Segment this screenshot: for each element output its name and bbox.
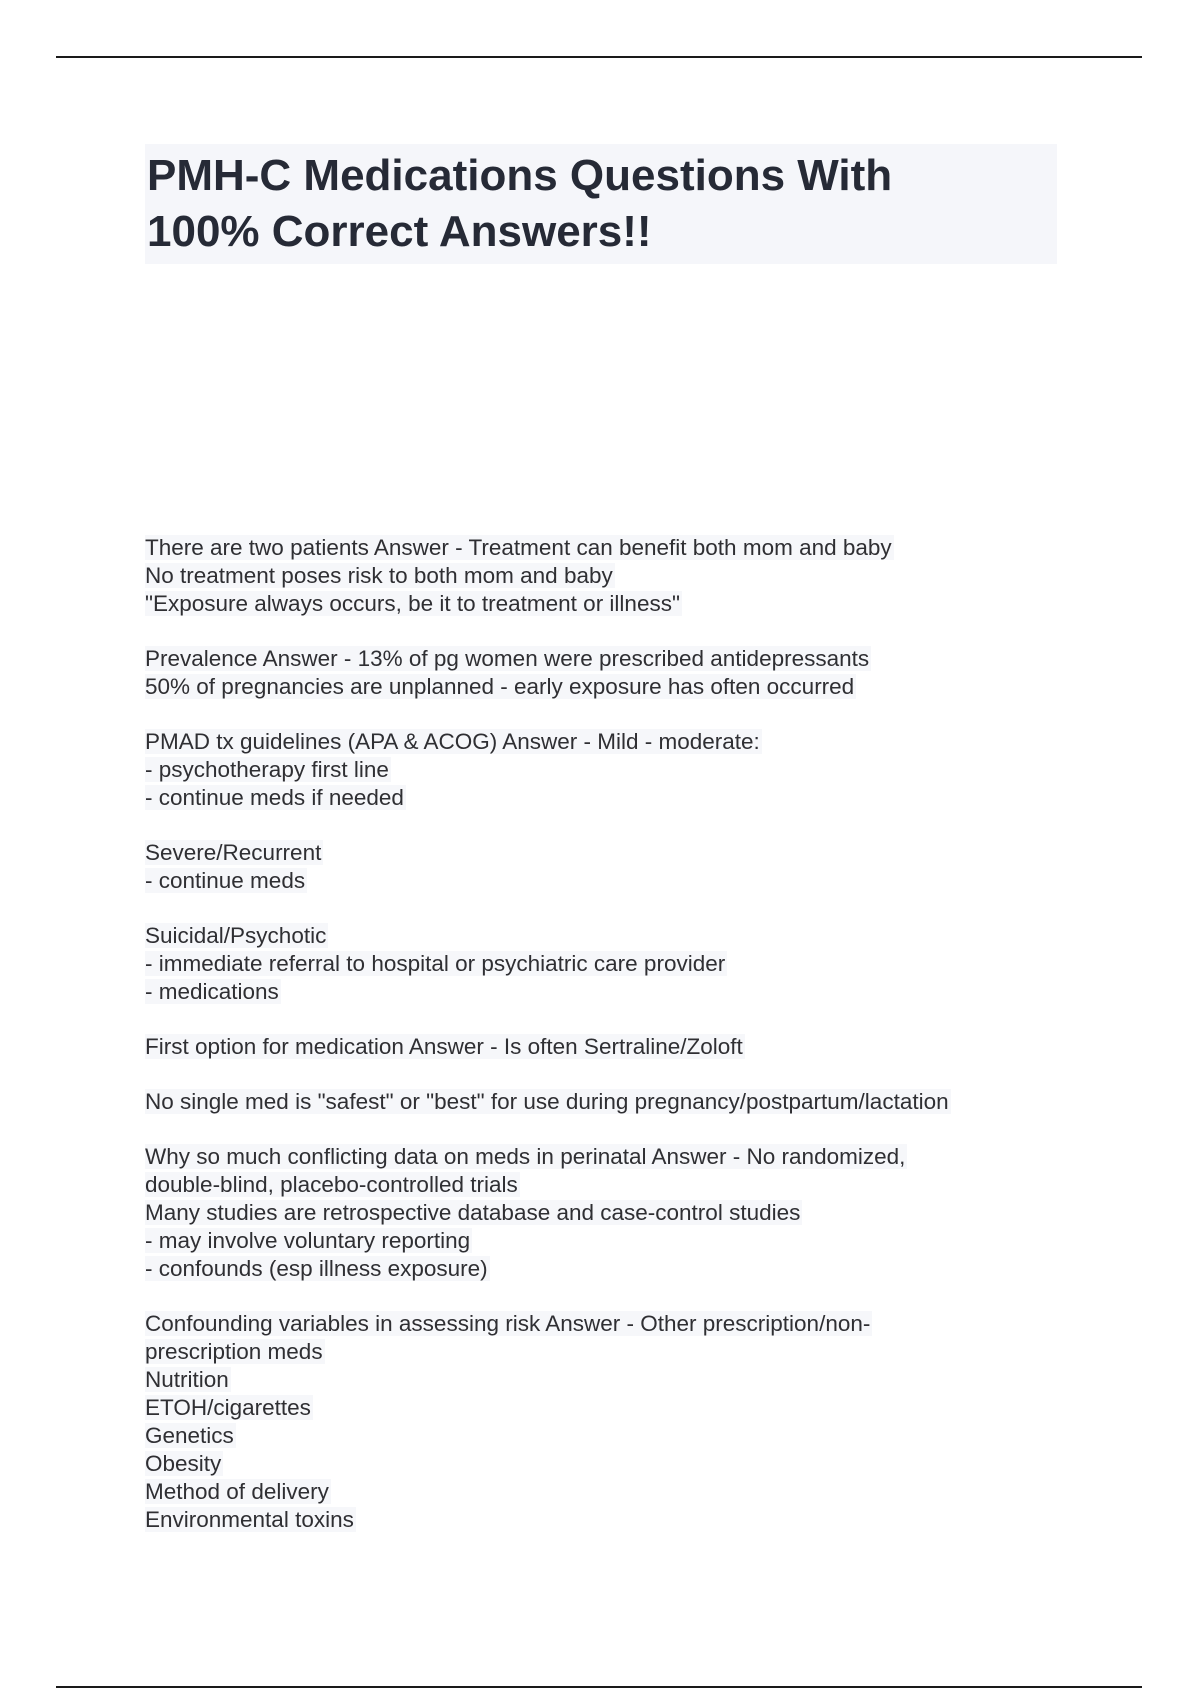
bottom-rule (56, 1686, 1142, 1688)
text-line: Suicidal/Psychotic (145, 923, 327, 948)
text-line: ETOH/cigarettes (145, 1395, 311, 1420)
qa-block (145, 1143, 1045, 1283)
qa-block (145, 1033, 1045, 1061)
text-line: Confounding variables in assessing risk Answer - Other prescription/non- (145, 1311, 871, 1336)
text-line: - confounds (esp illness exposure) (145, 1256, 488, 1281)
text-line: - immediate referral to hospital or psychiatric care provider (145, 951, 726, 976)
qa-block (145, 1088, 1045, 1116)
text-line: - continue meds if needed (145, 785, 404, 810)
qa-block (145, 839, 1045, 895)
text-line: Environmental toxins (145, 1507, 354, 1532)
text-line: Severe/Recurrent (145, 840, 322, 865)
text-line: There are two patients Answer - Treatment can benefit both mom and baby (145, 535, 892, 560)
text-line: No single med is "safest" or "best" for use during pregnancy/postpartum/lactation (145, 1089, 949, 1114)
qa-block (145, 1310, 1045, 1534)
title-line-2: 100% Correct Answers!! (147, 207, 652, 256)
qa-block (145, 645, 1045, 701)
text-line: double-blind, placebo-controlled trials (145, 1172, 518, 1197)
text-line: - continue meds (145, 868, 306, 893)
text-line: Why so much conflicting data on meds in perinatal Answer - No randomized, (145, 1144, 906, 1169)
title-line-1: PMH-C Medications Questions With (147, 151, 893, 200)
text-line: Nutrition (145, 1367, 229, 1392)
text-line: Prevalence Answer - 13% of pg women were prescribed antidepressants (145, 646, 870, 671)
text-line: - medications (145, 979, 279, 1004)
top-rule (56, 56, 1142, 58)
text-line: Genetics (145, 1423, 234, 1448)
text-line: - psychotherapy first line (145, 757, 389, 782)
text-line: Many studies are retrospective database and case-control studies (145, 1200, 801, 1225)
text-line: PMAD tx guidelines (APA & ACOG) Answer - Mild - moderate: (145, 729, 760, 754)
text-line: Obesity (145, 1451, 222, 1476)
qa-block (145, 922, 1045, 1006)
document-body (145, 534, 1045, 1561)
qa-block (145, 534, 1045, 618)
text-line: Method of delivery (145, 1479, 329, 1504)
text-line: 50% of pregnancies are unplanned - early exposure has often occurred (145, 674, 855, 699)
text-line: "Exposure always occurs, be it to treatment or illness" (145, 591, 680, 616)
text-line: First option for medication Answer - Is often Sertraline/Zoloft (145, 1034, 743, 1059)
text-line: prescription meds (145, 1339, 323, 1364)
qa-block (145, 728, 1045, 812)
text-line: No treatment poses risk to both mom and baby (145, 563, 613, 588)
document-title (145, 144, 1057, 264)
text-line: - may involve voluntary reporting (145, 1228, 471, 1253)
